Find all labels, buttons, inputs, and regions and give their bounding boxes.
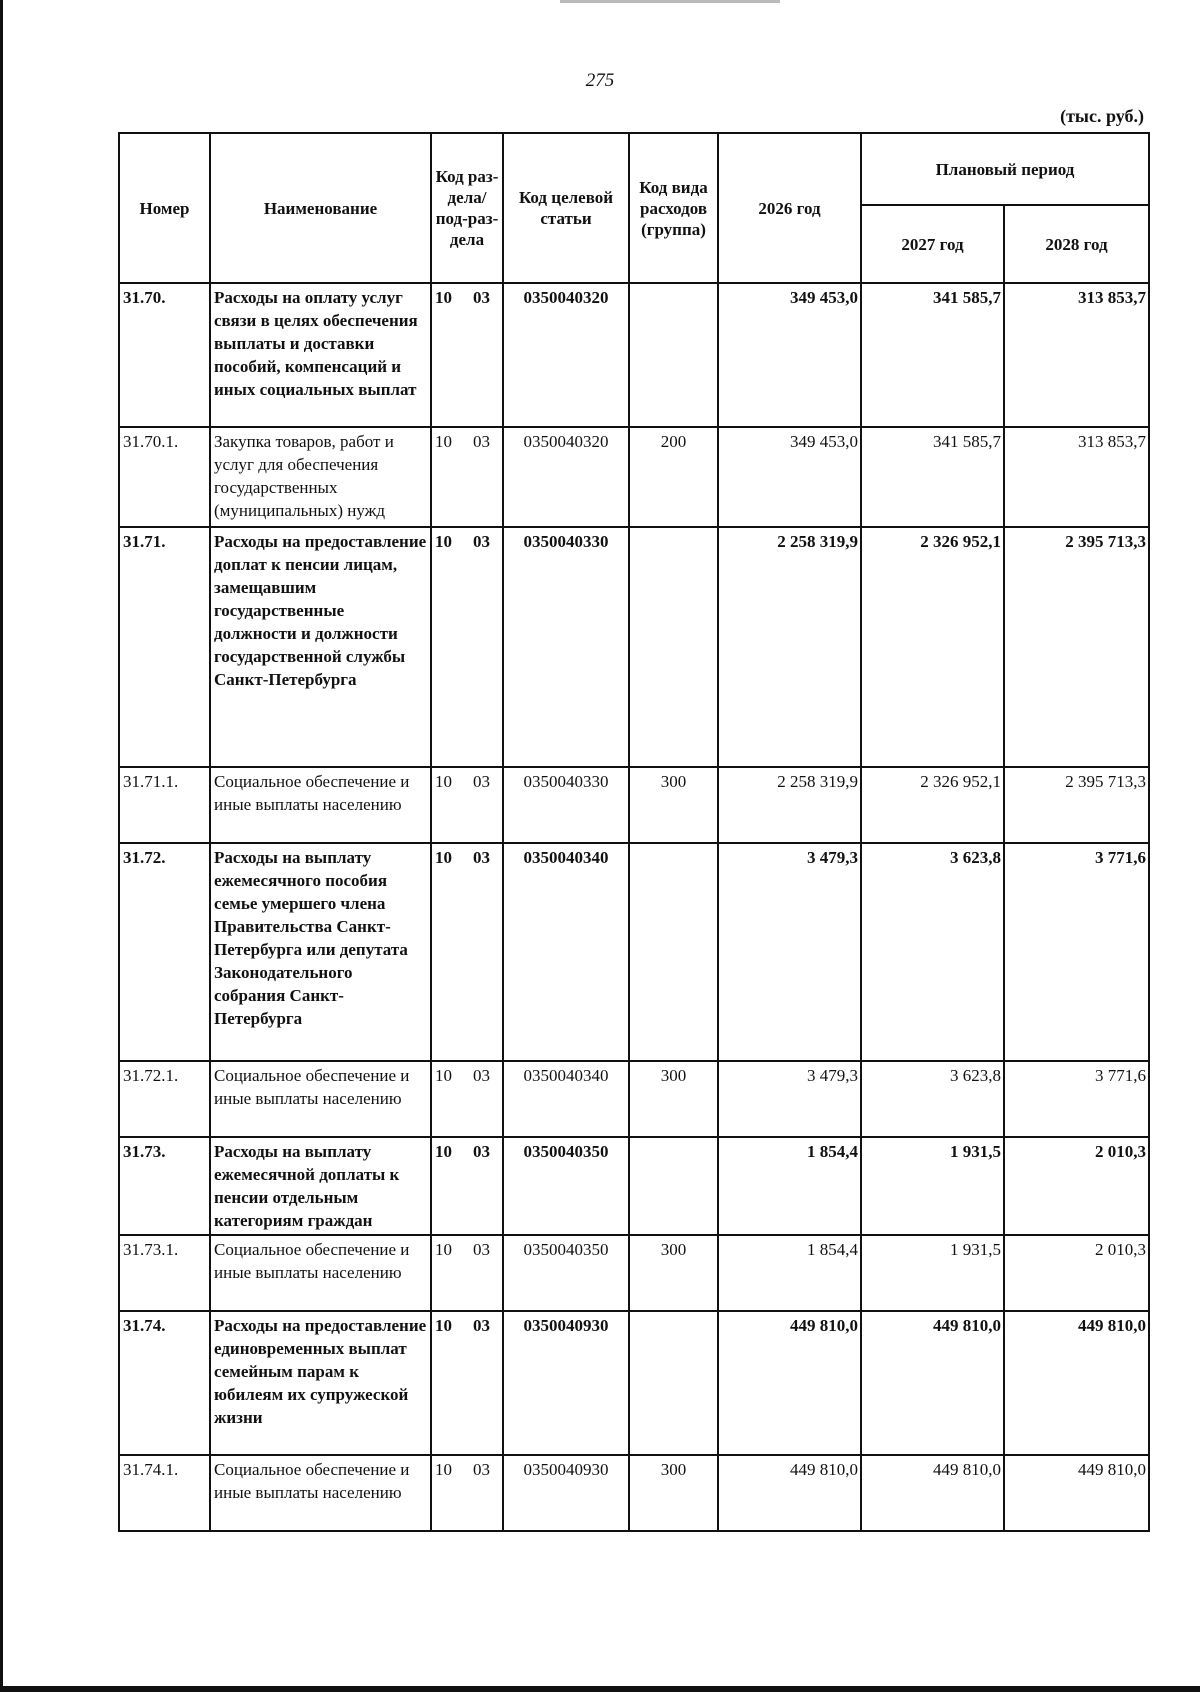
- row-value-2026: 3 479,3: [718, 1061, 861, 1137]
- row-value-2028: 449 810,0: [1004, 1311, 1149, 1455]
- row-subsection-code: 03: [473, 848, 490, 867]
- row-value-2028: 2 395 713,3: [1004, 767, 1149, 843]
- row-value-2027: 449 810,0: [861, 1455, 1004, 1531]
- row-target-code: 0350040340: [503, 843, 629, 1061]
- row-value-2028: 313 853,7: [1004, 427, 1149, 527]
- row-value-2028: 3 771,6: [1004, 1061, 1149, 1137]
- row-razdel: [431, 1061, 503, 1137]
- table-row: [119, 843, 1149, 1061]
- scan-top-artifact: [560, 0, 780, 3]
- row-subsection-code: 03: [473, 772, 490, 791]
- header-razdel: Код раз-дела/ под-раз-дела: [431, 133, 503, 283]
- row-value-2026: 2 258 319,9: [718, 767, 861, 843]
- row-value-2028: 2 395 713,3: [1004, 527, 1149, 767]
- row-expense-type: [629, 1311, 718, 1455]
- row-number: 31.73.1.: [119, 1235, 210, 1311]
- row-value-2026: 449 810,0: [718, 1455, 861, 1531]
- row-section-code: 10: [435, 1066, 452, 1085]
- table-row: [119, 767, 1149, 843]
- row-expense-type: [629, 527, 718, 767]
- row-razdel: [431, 1455, 503, 1531]
- row-name: Расходы на выплату ежемесячной доплаты к пенсии отдельным категориям граждан: [210, 1137, 431, 1235]
- row-number: 31.74.1.: [119, 1455, 210, 1531]
- header-2026: 2026 год: [718, 133, 861, 283]
- row-value-2028: 2 010,3: [1004, 1137, 1149, 1235]
- row-section-code: 10: [435, 772, 452, 791]
- row-value-2027: 341 585,7: [861, 427, 1004, 527]
- budget-table: [118, 132, 1150, 1532]
- row-number: 31.71.: [119, 527, 210, 767]
- row-name: Закупка товаров, работ и услуг для обеспечения государственных (муниципальных) нужд: [210, 427, 431, 527]
- row-section-code: 10: [435, 848, 452, 867]
- row-target-code: 0350040320: [503, 283, 629, 427]
- row-number: 31.73.: [119, 1137, 210, 1235]
- row-subsection-code: 03: [473, 288, 490, 307]
- scan-left-border: [0, 0, 3, 1692]
- row-target-code: 0350040330: [503, 527, 629, 767]
- row-value-2026: 449 810,0: [718, 1311, 861, 1455]
- row-razdel: [431, 767, 503, 843]
- row-value-2027: 341 585,7: [861, 283, 1004, 427]
- row-razdel: [431, 427, 503, 527]
- row-section-code: 10: [435, 288, 452, 307]
- row-expense-type: 300: [629, 1235, 718, 1311]
- row-section-code: 10: [435, 1240, 452, 1259]
- row-value-2027: 449 810,0: [861, 1311, 1004, 1455]
- row-value-2027: 1 931,5: [861, 1137, 1004, 1235]
- header-number: Номер: [119, 133, 210, 283]
- row-expense-type: [629, 843, 718, 1061]
- row-razdel: [431, 1235, 503, 1311]
- row-value-2026: 1 854,4: [718, 1137, 861, 1235]
- row-section-code: 10: [435, 432, 452, 451]
- table-row: [119, 1235, 1149, 1311]
- row-value-2027: 3 623,8: [861, 843, 1004, 1061]
- row-section-code: 10: [435, 1316, 452, 1335]
- row-value-2027: 1 931,5: [861, 1235, 1004, 1311]
- table-row: [119, 427, 1149, 527]
- row-name: Социальное обеспечение и иные выплаты населению: [210, 1061, 431, 1137]
- row-name: Социальное обеспечение и иные выплаты населению: [210, 1235, 431, 1311]
- row-value-2028: 313 853,7: [1004, 283, 1149, 427]
- row-name: Расходы на предоставление единовременных выплат семейным парам к юбилеям их супружеской жизни: [210, 1311, 431, 1455]
- table-row: [119, 1061, 1149, 1137]
- row-razdel: [431, 283, 503, 427]
- row-value-2028: 2 010,3: [1004, 1235, 1149, 1311]
- row-expense-type: 300: [629, 1455, 718, 1531]
- row-subsection-code: 03: [473, 1142, 490, 1161]
- row-value-2027: 2 326 952,1: [861, 767, 1004, 843]
- row-subsection-code: 03: [473, 532, 490, 551]
- units-label: (тыс. руб.): [1060, 106, 1144, 126]
- row-number: 31.72.: [119, 843, 210, 1061]
- row-subsection-code: 03: [473, 1066, 490, 1085]
- row-expense-type: [629, 1137, 718, 1235]
- row-value-2026: 1 854,4: [718, 1235, 861, 1311]
- row-target-code: 0350040930: [503, 1455, 629, 1531]
- row-target-code: 0350040320: [503, 427, 629, 527]
- header-2027: 2027 год: [861, 205, 1004, 283]
- row-number: 31.72.1.: [119, 1061, 210, 1137]
- row-name: Социальное обеспечение и иные выплаты населению: [210, 1455, 431, 1531]
- table-row: [119, 1311, 1149, 1455]
- table-body: [119, 283, 1149, 1531]
- row-subsection-code: 03: [473, 1240, 490, 1259]
- table-row: [119, 1455, 1149, 1531]
- row-value-2027: 2 326 952,1: [861, 527, 1004, 767]
- row-number: 31.70.1.: [119, 427, 210, 527]
- row-razdel: [431, 1137, 503, 1235]
- row-target-code: 0350040350: [503, 1137, 629, 1235]
- row-subsection-code: 03: [473, 1316, 490, 1335]
- row-name: Расходы на оплату услуг связи в целях обеспечения выплаты и доставки пособий, компенсаций и иных социальных выплат: [210, 283, 431, 427]
- row-value-2028: 449 810,0: [1004, 1455, 1149, 1531]
- row-number: 31.70.: [119, 283, 210, 427]
- row-number: 31.74.: [119, 1311, 210, 1455]
- header-name: Наименование: [210, 133, 431, 283]
- row-target-code: 0350040350: [503, 1235, 629, 1311]
- row-subsection-code: 03: [473, 432, 490, 451]
- header-target-code: Код целевой статьи: [503, 133, 629, 283]
- row-target-code: 0350040930: [503, 1311, 629, 1455]
- header-2028: 2028 год: [1004, 205, 1149, 283]
- row-target-code: 0350040340: [503, 1061, 629, 1137]
- row-value-2026: 349 453,0: [718, 427, 861, 527]
- table-row: [119, 1137, 1149, 1235]
- row-expense-type: 300: [629, 767, 718, 843]
- row-subsection-code: 03: [473, 1460, 490, 1479]
- row-value-2026: 2 258 319,9: [718, 527, 861, 767]
- row-expense-type: [629, 283, 718, 427]
- row-section-code: 10: [435, 1460, 452, 1479]
- header-planned-period: Плановый период: [861, 133, 1149, 205]
- row-section-code: 10: [435, 1142, 452, 1161]
- page-number: 275: [585, 70, 615, 91]
- row-value-2028: 3 771,6: [1004, 843, 1149, 1061]
- row-value-2027: 3 623,8: [861, 1061, 1004, 1137]
- table-row: [119, 283, 1149, 427]
- row-value-2026: 349 453,0: [718, 283, 861, 427]
- row-razdel: [431, 1311, 503, 1455]
- row-value-2026: 3 479,3: [718, 843, 861, 1061]
- scan-bottom-border: [0, 1686, 1200, 1692]
- row-name: Социальное обеспечение и иные выплаты населению: [210, 767, 431, 843]
- row-section-code: 10: [435, 532, 452, 551]
- row-razdel: [431, 527, 503, 767]
- row-target-code: 0350040330: [503, 767, 629, 843]
- table-row: [119, 527, 1149, 767]
- row-expense-type: 300: [629, 1061, 718, 1137]
- header-expense-type: Код вида расходов (группа): [629, 133, 718, 283]
- row-name: Расходы на предоставление доплат к пенсии лицам, замещавшим государственные должности и должности государственной службы Санкт-Петербурга: [210, 527, 431, 767]
- row-razdel: [431, 843, 503, 1061]
- row-number: 31.71.1.: [119, 767, 210, 843]
- row-expense-type: 200: [629, 427, 718, 527]
- row-name: Расходы на выплату ежемесячного пособия семье умершего члена Правительства Санкт-Петербурга или депутата Законодательного собрания Санкт-Петербурга: [210, 843, 431, 1061]
